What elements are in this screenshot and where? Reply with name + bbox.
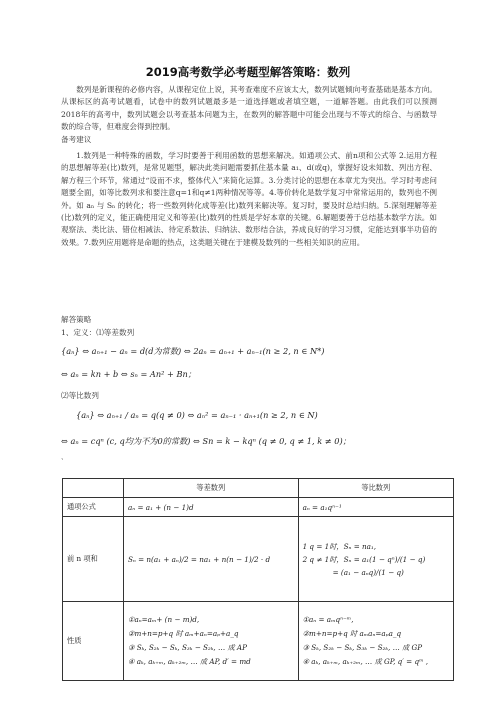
- gp-property-2: ②m+n=p+q 时 aₘaₙ=aₚa_q: [302, 629, 402, 638]
- gp-property-3: ③ Sₖ, S₂ₖ − Sₖ, S₃ₖ − S₂ₖ, … 成 GP: [302, 643, 423, 652]
- gp-sum-case-2: 2 q ≠ 1时，Sₙ = a₁(1 − qⁿ)/(1 − q): [302, 554, 426, 564]
- ap-general-term: aₙ = a₁ + (n − 1)d: [124, 498, 299, 517]
- gp-properties-cell: [298, 602, 453, 681]
- ap-definition-line1: {aₙ} ⇔ aₙ₊₁ − aₙ = d(d为常数) ⇔ 2aₙ = aₙ₊₁ + aₙ₋₁(n ≥ 2, n ∈ N*): [61, 346, 325, 356]
- gp-general-term: aₙ = a₁qⁿ⁻¹: [298, 498, 453, 517]
- table-row: [63, 517, 454, 602]
- gp-definition-line1: {aₙ} ⇔ aₙ₊₁ / aₙ = q(q ≠ 0) ⇔ aₙ² = aₙ₋₁ · aₙ₊₁(n ≥ 2, n ∈ N): [76, 410, 318, 420]
- ap-property-4: ④ aₖ, aₖ₊ₘ, aₖ₊₂ₘ, … 成 AP, d′ = md: [128, 657, 251, 666]
- table-header-row: [63, 479, 454, 498]
- gp-sum-case-1: 1 q = 1时，Sₙ = na₁,: [302, 541, 377, 551]
- table-row: [63, 498, 454, 517]
- page-title: 2019高考数学必考题型解答策略：数列: [145, 65, 351, 79]
- row-name-sum: 前 n 项和: [63, 517, 124, 602]
- table-header-empty: [63, 479, 124, 498]
- gp-property-4: ④ aₖ, aₖ₊ₘ, aₖ₊₂ₘ, … 成 GP, q′ = qᵐ ,: [302, 657, 429, 666]
- advice-paragraph: 1.数列是一种特殊的函数，学习时要善于利用函数的思想来解决。如通项公式、前n项和公式等 2.运用方程的思想解等差(比)数列，是常见题型，解决此类问题需要抓住基本量 a₁、d(或q)，掌握好设未知数、列出方程、解方程三个环节，常通过“设而不求，整体代入”来简化运算。3.分类讨论的思想在本章尤为突出。学习时考虑问题要全面，如等比数列求和要注意q=1和q≠1两种情况等等。4.等价转化是数学复习中常常运用的，数列也不例外。如 aₙ 与 Sₙ 的转化；将一些数列转化成等差(比)数列来解决等。复习时，要及时总结归纳。5.深刻理解等差(比)数列的定义，能正确使用定义和等差(比)数列的性质是学好本章的关键。6.解题要善于总结基本数学方法。如观察法、类比法、错位相减法、待定系数法、归纳法、数形结合法，养成良好的学习习惯，定能达到事半功倍的效果。7.数列应用题将是命题的热点，这类题关键在于建模及数列的一些相关知识的应用。: [61, 151, 437, 247]
- ap-property-1: ①aₙ=aₘ+ (n − m)d,: [128, 615, 200, 624]
- ap-property-3: ③ Sₖ, S₂ₖ − Sₖ, S₃ₖ − S₂ₖ, … 成 AP: [128, 643, 247, 652]
- gp-sum-cell: [298, 517, 453, 602]
- intro-paragraph: [61, 84, 437, 146]
- definition-label: 1、定义：⑴等差数列: [61, 328, 135, 337]
- strategy-heading: 解答策略: [61, 315, 92, 324]
- table-header-ap: 等差数列: [124, 479, 299, 498]
- prep-heading: 备考建议: [61, 134, 92, 144]
- row-name-properties: 性质: [63, 602, 124, 681]
- ap-properties-cell: [124, 602, 299, 681]
- intro-text: 数列是新课程的必修内容，从课程定位上说，其考查难度不应该太大，数列试题倾向考查基础是基本方向。从课标区的高考试题看，试卷中的数列试题最多是一道选择题或者填空题，一道解答题。由此我们可以预测2018年的高考中，数列试题会以考查基本问题为主，在数列的解答题中可能会出现与不等式的综合、与函数导数的综合等，但难度会得到控制。: [61, 85, 437, 132]
- table-header-gp: 等比数列: [298, 479, 453, 498]
- gp-property-1: ①aₙ = aₘqⁿ⁻ᵐ,: [302, 615, 354, 624]
- row-name-general-term: 通项公式: [63, 498, 124, 517]
- ap-sum-formula: Sₙ = n(a₁ + aₙ)/2 = na₁ + n(n − 1)/2 · d: [124, 517, 299, 602]
- table-row: [63, 602, 454, 681]
- gp-label: ⑵等比数列: [61, 391, 99, 400]
- gp-sum-alt: = (a₁ − aₙq)/(1 − q): [332, 567, 404, 577]
- gp-definition-line2: ⇔ aₙ = cqⁿ (c, q均为不为0的常数) ⇔ Sn = k − kqⁿ (q ≠ 0, q ≠ 1, k ≠ 0)；: [61, 436, 351, 446]
- ap-definition-line2: ⇔ aₙ = kn + b ⇔ sₙ = An² + Bn；: [61, 369, 196, 379]
- ap-property-2: ②m+n=p+q 时 aₘ+aₙ=aₚ+a_q: [128, 629, 239, 638]
- punctuation-mark: 、: [61, 453, 68, 461]
- comparison-table: [62, 478, 454, 681]
